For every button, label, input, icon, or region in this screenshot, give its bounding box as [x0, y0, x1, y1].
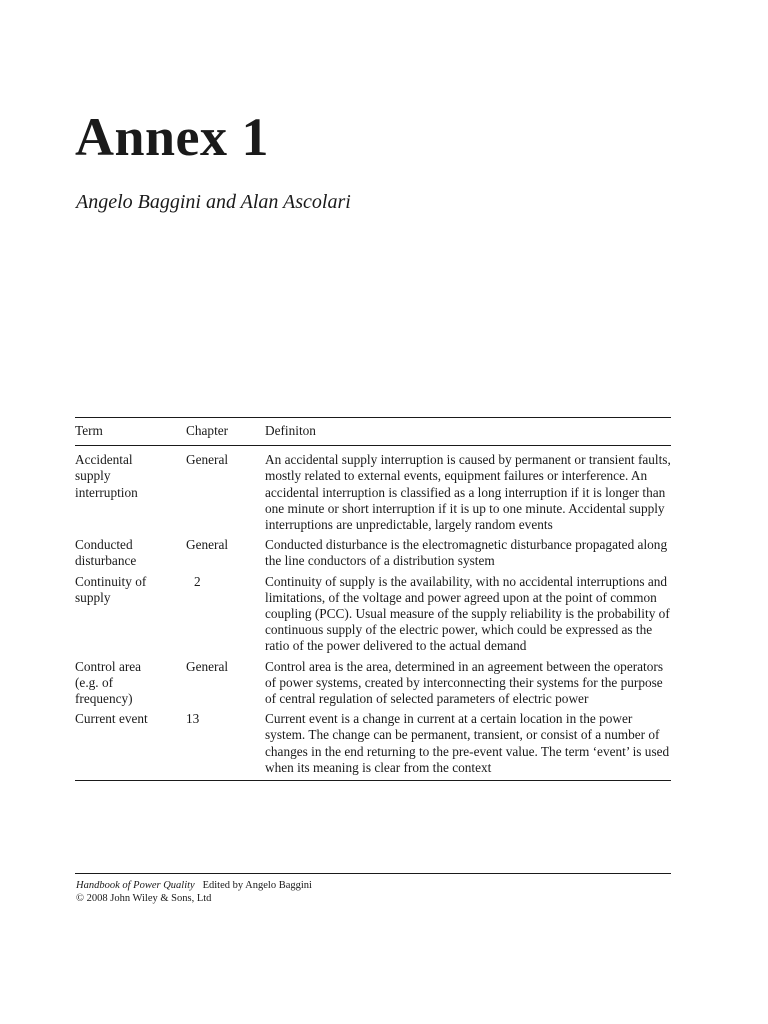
footer-edited-by: Edited by Angelo Baggini — [202, 880, 312, 891]
row-chapter: 13 — [186, 711, 200, 727]
footer-divider — [75, 873, 671, 874]
header-definition: Definiton — [265, 418, 671, 446]
authors: Angelo Baggini and Alan Ascolari — [76, 191, 351, 213]
row-term: Accidental supply interruption — [75, 452, 138, 500]
table-row — [75, 537, 671, 573]
row-definition: Current event is a change in current at a certain location in the power system. The change can be permanent, transient, or consist of a number of changes in the end returning to the pre-event value. The term ‘event’ is used when its meaning is clear from the context — [265, 711, 670, 775]
row-term: Control area (e.g. of frequency) — [75, 658, 142, 707]
row-chapter: General — [186, 452, 229, 468]
row-chapter: General — [186, 658, 229, 674]
table-row — [75, 659, 671, 712]
footer-book-title: Handbook of Power Quality — [76, 880, 195, 891]
table-row — [75, 711, 671, 780]
table-header-row — [75, 418, 671, 446]
row-term: Continuity of supply — [75, 573, 147, 605]
row-definition: An accidental supply interruption is caused by permanent or transient faults, mostly related to external events, equipment failures or interference. An accidental interruption is classified as a long interruption if it is longer than one minute or short interruption if it is up to one minute. Accidental supply interruptions are unpredictable, largely random events — [265, 452, 671, 533]
row-chapter: General — [186, 537, 229, 553]
row-chapter: 2 — [194, 573, 201, 589]
header-term: Term — [75, 418, 186, 446]
row-definition: Conducted disturbance is the electromagnetic disturbance propagated along the line conductors of a distribution system — [265, 537, 668, 569]
row-term: Current event — [75, 711, 148, 727]
row-term: Conducted disturbance — [75, 537, 137, 569]
glossary-table — [75, 417, 671, 781]
header-chapter: Chapter — [186, 418, 265, 446]
footer-citation — [76, 879, 312, 892]
page-title: Annex 1 — [75, 107, 270, 167]
footer-copyright: © 2008 John Wiley & Sons, Ltd — [76, 893, 212, 904]
table-row — [75, 574, 671, 659]
table-row — [75, 446, 671, 538]
row-definition: Continuity of supply is the availability, with no accidental interruptions and limitations, of the voltage and power agreed upon at the point of common coupling (PCC). Usual measure of the supply reliability is the probability of continuous supply of the electric power, which could be expressed as the ratio of the power delivered to the actual demand — [265, 573, 670, 654]
row-definition: Control area is the area, determined in an agreement between the operators of power systems, created by interconnecting their systems for the purpose of central regulation of selected parameters of electric power — [265, 658, 663, 707]
footer — [76, 879, 312, 905]
